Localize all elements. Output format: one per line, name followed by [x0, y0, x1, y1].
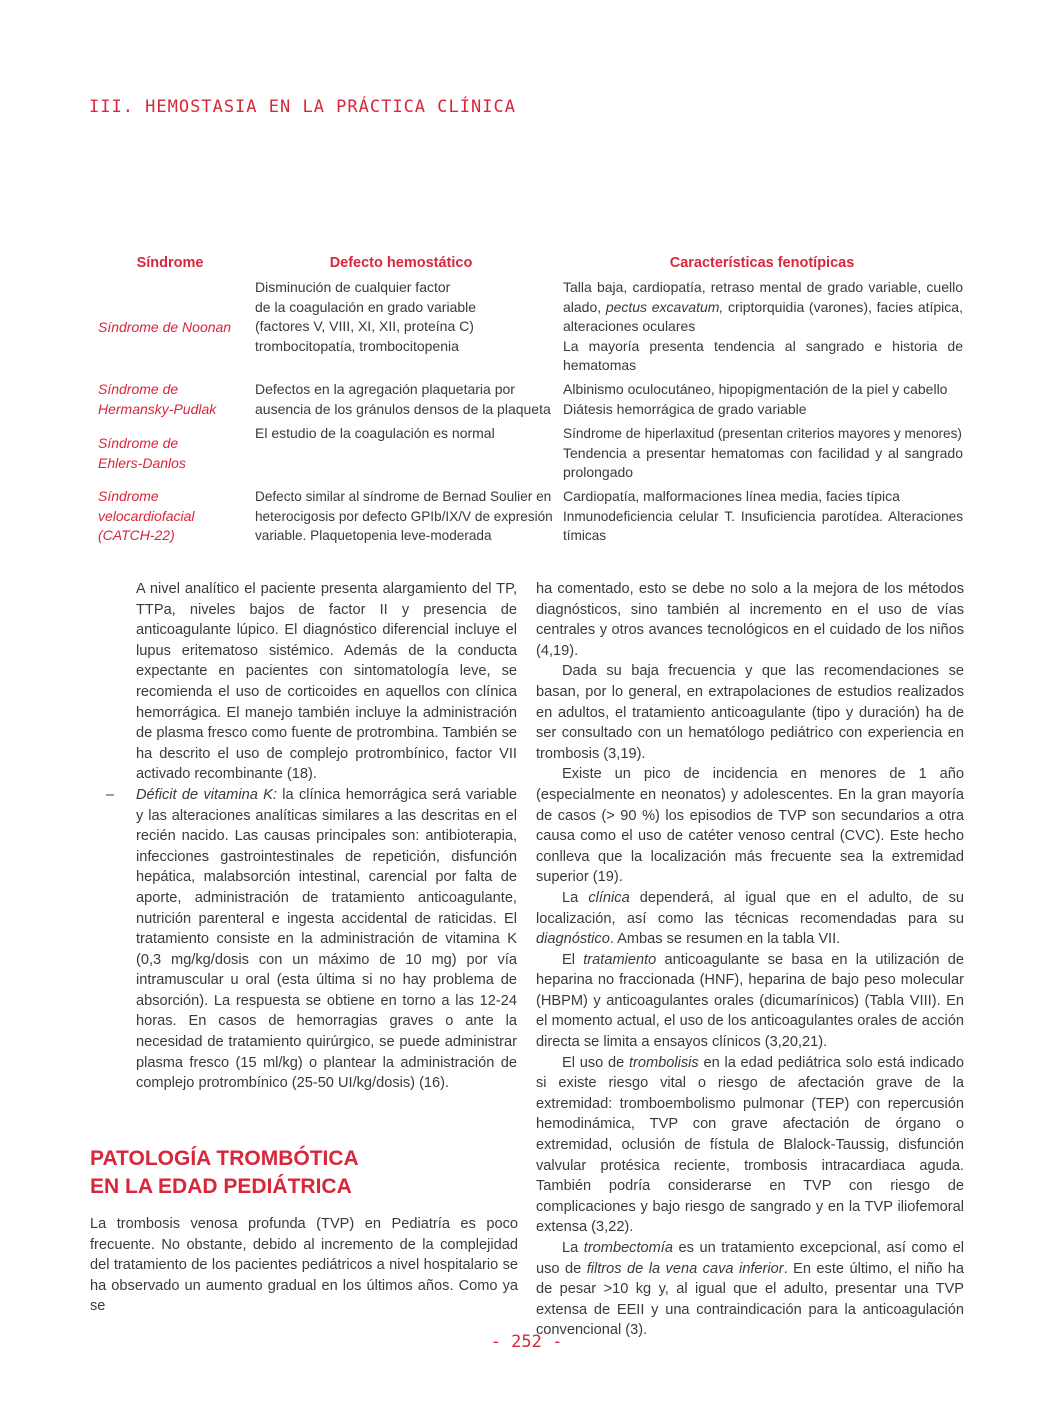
phenotype [563, 380, 963, 419]
defect-line: ausencia de los gránulos densos de la plaqueta [255, 400, 551, 417]
syndrome-name: Síndrome de Hermansky-Pudlak [98, 381, 217, 417]
syndrome-name: Síndrome de Ehlers-Danlos [98, 435, 186, 471]
phenotype [563, 278, 963, 376]
phenotype [563, 424, 963, 483]
phenotype-line: Inmunodeficiencia celular T. Insuficiencia parotídea. Alteraciones tímicas [563, 508, 963, 544]
phenotype-line: Síndrome de hiperlaxitud (presentan criterios mayores y menores) [563, 426, 962, 441]
hemostatic-defect [255, 424, 555, 444]
table-row [90, 278, 970, 375]
bullet-item: – Déficit de vitamina K: la clínica hemorrágica será variable y las alteraciones analíticas similares a las descritas en el recién nacido. Las causas principales son: antibioterapia, infecciones gastrointestinales de repetición, disfunción hepática, malabsorción intestinal, carencial por falta de aporte, administración de tratamiento anticoagulante, nutrición parenteral e ingesta accidental de raticidas. El tratamiento consiste en la administración de vitamina K (0,3 mg/kg/dosis con un máximo de 10 mg) por vía intramuscular u oral (esta última si no hay problema de absorción). La respuesta se obtiene en torno a las 12-24 horas. En casos de hemorragias graves o ante la necesidad de tratamiento quirúrgico, se puede administrar plasma fresco (15 ml/kg) o plantear la administración de complejo protrombínico (25-50 UI/kg/dosis) (16). [106, 786, 518, 1092]
phenotype-line: La mayoría presenta tendencia al sangrado e historia de hematomas [563, 337, 963, 374]
left-column-bottom [90, 1214, 518, 1317]
body-paragraph: ha comentado, esto se debe no solo a la mejora de los métodos diagnósticos, sino también al incremento en el uso de vías centrales y otros avances tecnológicos en el cuidado de los niños (4,19). [536, 581, 964, 659]
defect-line: trombocitopatía, trombocitopenia [255, 337, 459, 354]
body-paragraph: La clínica dependerá, al igual que en el adulto, de su localización, así como las técnicas recomendadas para su diagnóstico. Ambas se resumen en la tabla VII. [536, 889, 964, 948]
defect-line: Defectos en la agregación plaquetaria por [255, 381, 515, 397]
table-row [90, 487, 970, 547]
table-header-syndrome: Síndrome [136, 255, 204, 271]
defect-line: (factores V, VIII, XI, XII, proteína C) [255, 318, 474, 335]
hemostatic-defect [255, 487, 555, 546]
left-column-top [106, 579, 518, 1094]
chapter-header: III. HEMOSTASIA EN LA PRÁCTICA CLÍNICA [89, 97, 516, 117]
defect-line: variable. Plaquetopenia leve-moderada [255, 528, 492, 544]
phenotype-line: Diátesis hemorrágica de grado variable [563, 400, 807, 417]
table-header-defect: Defecto hemostático [329, 255, 473, 271]
page-number: - 252 - [490, 1332, 563, 1352]
table-header-phenotype: Características fenotípicas [669, 255, 855, 271]
syndrome-name: Síndrome de Noonan [98, 319, 232, 335]
defect-line: heterocigosis por defecto GPIb/IX/V de expresión [255, 508, 553, 524]
defect-line: El estudio de la coagulación es normal [255, 425, 495, 441]
bullet-dash: – [106, 786, 115, 803]
hemostatic-defect [255, 380, 555, 419]
right-column [536, 579, 964, 1341]
section-title: PATOLOGÍA TROMBÓTICA EN LA EDAD PEDIÁTRICA [90, 1147, 359, 1198]
body-paragraph: El tratamiento anticoagulante se basa en la utilización de heparina no fraccionada (HNF), heparina de bajo peso molecular (HBPM) y anticoagulantes orales (dicumarínicos) (Tabla VIII). En el momento actual, el uso de los anticoagulantes orales de acción directa se limita a ensayos clínicos (3,20,21). [536, 951, 965, 1051]
hemostatic-defect [255, 278, 555, 356]
body-paragraph: A nivel analítico el paciente presenta alargamiento del TP, TTPa, niveles bajos de factor II y presencia de anticoagulante lúpico. El diagnóstico diferencial incluye el lupus eritematoso sistémico. Además de la conducta expectante en pacientes con sintomatología leve, se recomienda el uso de corticoides en aquellos con clínica hemorrágica. El manejo también incluye la administración de plasma fresco como fuente de protrombina. También se ha descrito el uso de complejo protrombínico, factor VII activado recombinante (18). [136, 581, 517, 783]
phenotype-line: Cardiopatía, malformaciones línea media, facies típica [563, 488, 900, 504]
phenotype-line: Albinismo oculocutáneo, hipopigmentación de la piel y cabello [563, 381, 948, 397]
body-paragraph: Existe un pico de incidencia en menores de 1 año (especialmente en neonatos) y adolescentes. En la gran mayoría de casos (> 90 %) los episodios de TVP son secundarios a otra causa como el uso de catéter venoso central (CVC). Este hecho conlleva que la localización más frecuente sea la extremidad superior (19). [536, 766, 964, 886]
syndrome-name: Síndrome velocardiofacial (CATCH-22) [98, 488, 195, 544]
phenotype [563, 487, 963, 546]
body-paragraph: Dada su baja frecuencia y que las recomendaciones se basan, por lo general, en extrapolaciones de estudios realizados en adultos, el tratamiento anticoagulante (tipo y duración) ha de ser consultado con un hematólogo pediátrico con experiencia en trombosis (3,19). [536, 663, 964, 762]
defect-line: de la coagulación en grado variable [255, 298, 477, 315]
body-paragraph: La trombectomía es un tratamiento excepcional, así como el uso de filtros de la vena cava inferior. En este último, el niño ha de pesar >10 kg y, al igual que el adulto, presentar una TVP extensa de EEII y una contraindicación para la anticoagulación convencional (3). [536, 1240, 965, 1339]
table-row [90, 380, 970, 420]
defect-line: Disminución de cualquier factor [255, 279, 451, 295]
table-row [90, 424, 970, 484]
body-paragraph: La trombosis venosa profunda (TVP) en Pediatría es poco frecuente. No obstante, debido al incremento de la complejidad del tratamiento de los pacientes pediátricos a nivel hospitalario se ha observado un aumento gradual en los últimos años. Como ya se [90, 1216, 518, 1315]
body-paragraph: El uso de trombolisis en la edad pediátrica solo está indicado si existe riesgo vital o riesgo de afectación grave de la extremidad: tromboembolismo pulmonar (TEP) con repercusión hemodinámica, TVP con grave afectación de órgano o extremidad, oclusión de fístula de Blalock-Taussig, disfunción valvular protésica reciente, trombosis intracardiaca aguda. También podría considerarse en TVP con riesgo de complicaciones y bajo riesgo de sangrado y en la TVP iliofemoral extensa (3,22). [536, 1054, 965, 1236]
defect-line: Defecto similar al síndrome de Bernad Soulier en [255, 489, 552, 504]
phenotype-line: Talla baja, cardiopatía, retraso mental de grado variable, cuello alado, pectus excavatum, criptorquidia (varones), facies atípica, alteraciones oculares [563, 279, 963, 335]
phenotype-line: Tendencia a presentar hematomas con facilidad y al sangrado prolongado [563, 444, 963, 481]
